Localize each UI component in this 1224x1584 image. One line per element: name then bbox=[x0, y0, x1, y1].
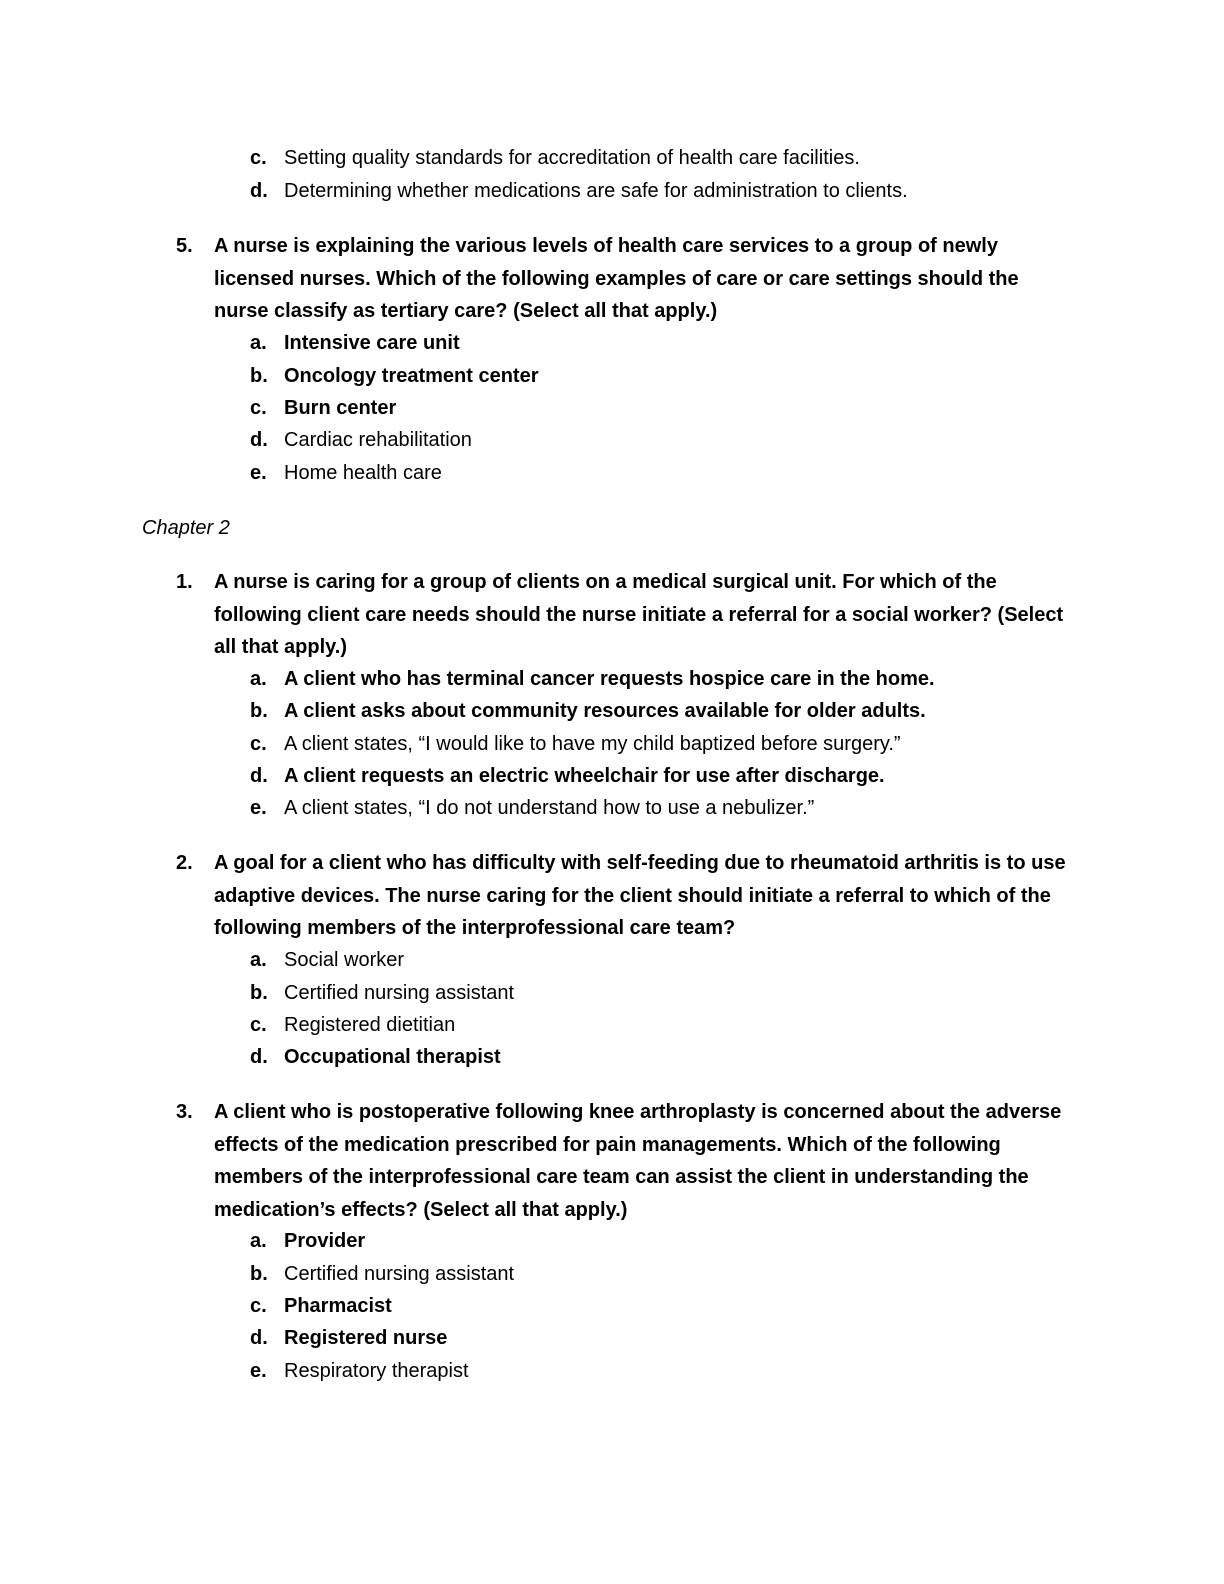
option-letter: d. bbox=[250, 180, 268, 202]
option-text: Burn center bbox=[284, 397, 397, 419]
question-number: 1. bbox=[176, 571, 193, 593]
chapter-heading: Chapter 2 bbox=[142, 517, 230, 539]
option-text: Intensive care unit bbox=[284, 332, 460, 354]
option-letter: d. bbox=[250, 765, 268, 787]
option-b bbox=[250, 695, 926, 727]
option-letter: c. bbox=[250, 1014, 267, 1036]
option-c bbox=[250, 1009, 455, 1041]
option-text: Occupational therapist bbox=[284, 1046, 501, 1068]
option-text: Certified nursing assistant bbox=[284, 1263, 515, 1285]
option-e bbox=[250, 792, 814, 824]
option-letter: a. bbox=[250, 332, 267, 354]
option-d bbox=[250, 175, 908, 207]
option-d bbox=[250, 1041, 501, 1073]
option-b bbox=[250, 977, 514, 1009]
option-text: A client states, “I do not understand how to use a nebulizer.” bbox=[284, 797, 815, 819]
option-letter: b. bbox=[250, 1263, 268, 1285]
option-text: A client requests an electric wheelchair for use after discharge. bbox=[284, 765, 885, 787]
option-letter: d. bbox=[250, 1327, 268, 1349]
option-text: A client asks about community resources available for older adults. bbox=[284, 700, 926, 722]
option-text: Social worker bbox=[284, 949, 405, 971]
option-text: A client who has terminal cancer requests hospice care in the home. bbox=[284, 668, 935, 690]
option-letter: a. bbox=[250, 1230, 267, 1252]
question-text: A goal for a client who has difficulty with self-feeding due to rheumatoid arthritis is to use adaptive devices. The nurse caring for the client should initiate a referral to which of the following members of the interprofessional care team? bbox=[214, 852, 1066, 939]
option-letter: a. bbox=[250, 668, 267, 690]
option-text: Determining whether medications are safe for administration to clients. bbox=[284, 180, 908, 202]
question-text: A client who is postoperative following knee arthroplasty is concerned about the adverse effects of the medication prescribed for pain managements. Which of the following members of the interprofessional care team can assist the client in understanding the medication’s effects? (Select all that apply.) bbox=[214, 1101, 1062, 1221]
option-text: Cardiac rehabilitation bbox=[284, 429, 472, 451]
option-a bbox=[250, 944, 404, 976]
option-b bbox=[250, 1258, 514, 1290]
option-text: Setting quality standards for accreditation of health care facilities. bbox=[284, 147, 860, 169]
question-number: 2. bbox=[176, 852, 193, 874]
option-d bbox=[250, 1322, 447, 1354]
question-2 bbox=[176, 847, 1076, 945]
option-letter: d. bbox=[250, 429, 268, 451]
option-letter: a. bbox=[250, 949, 267, 971]
option-e bbox=[250, 457, 442, 489]
option-text: Certified nursing assistant bbox=[284, 982, 515, 1004]
option-letter: b. bbox=[250, 700, 268, 722]
question-number: 5. bbox=[176, 235, 193, 257]
option-text: Registered nurse bbox=[284, 1327, 448, 1349]
option-letter: e. bbox=[250, 797, 267, 819]
question-number: 3. bbox=[176, 1101, 193, 1123]
option-text: Home health care bbox=[284, 462, 442, 484]
option-e bbox=[250, 1355, 469, 1387]
option-d bbox=[250, 424, 472, 456]
option-letter: e. bbox=[250, 462, 267, 484]
option-a bbox=[250, 327, 460, 359]
option-a bbox=[250, 663, 935, 695]
option-letter: c. bbox=[250, 147, 267, 169]
option-letter: b. bbox=[250, 982, 268, 1004]
option-text: Oncology treatment center bbox=[284, 365, 539, 387]
option-c bbox=[250, 392, 396, 424]
option-text: Provider bbox=[284, 1230, 366, 1252]
option-a bbox=[250, 1225, 365, 1257]
option-letter: e. bbox=[250, 1360, 267, 1382]
option-letter: c. bbox=[250, 733, 267, 755]
question-text: A nurse is caring for a group of clients on a medical surgical unit. For which of the following client care needs should the nurse initiate a referral for a social worker? (Select all that apply.) bbox=[214, 571, 1064, 658]
option-text: Pharmacist bbox=[284, 1295, 392, 1317]
option-text: A client states, “I would like to have my child baptized before surgery.” bbox=[284, 733, 901, 755]
option-c bbox=[250, 1290, 392, 1322]
option-letter: c. bbox=[250, 1295, 267, 1317]
question-5 bbox=[176, 230, 1076, 328]
question-1 bbox=[176, 566, 1076, 664]
option-letter: b. bbox=[250, 365, 268, 387]
question-3 bbox=[176, 1096, 1076, 1226]
option-text: Registered dietitian bbox=[284, 1014, 456, 1036]
question-text: A nurse is explaining the various levels of health care services to a group of newly licensed nurses. Which of the following examples of care or care settings should the nurse classify as tertiary care? (Select all that apply.) bbox=[214, 235, 1019, 322]
option-c bbox=[250, 728, 901, 760]
option-d bbox=[250, 760, 885, 792]
option-text: Respiratory therapist bbox=[284, 1360, 469, 1382]
option-c bbox=[250, 142, 860, 174]
option-letter: d. bbox=[250, 1046, 268, 1068]
option-b bbox=[250, 360, 539, 392]
option-letter: c. bbox=[250, 397, 267, 419]
